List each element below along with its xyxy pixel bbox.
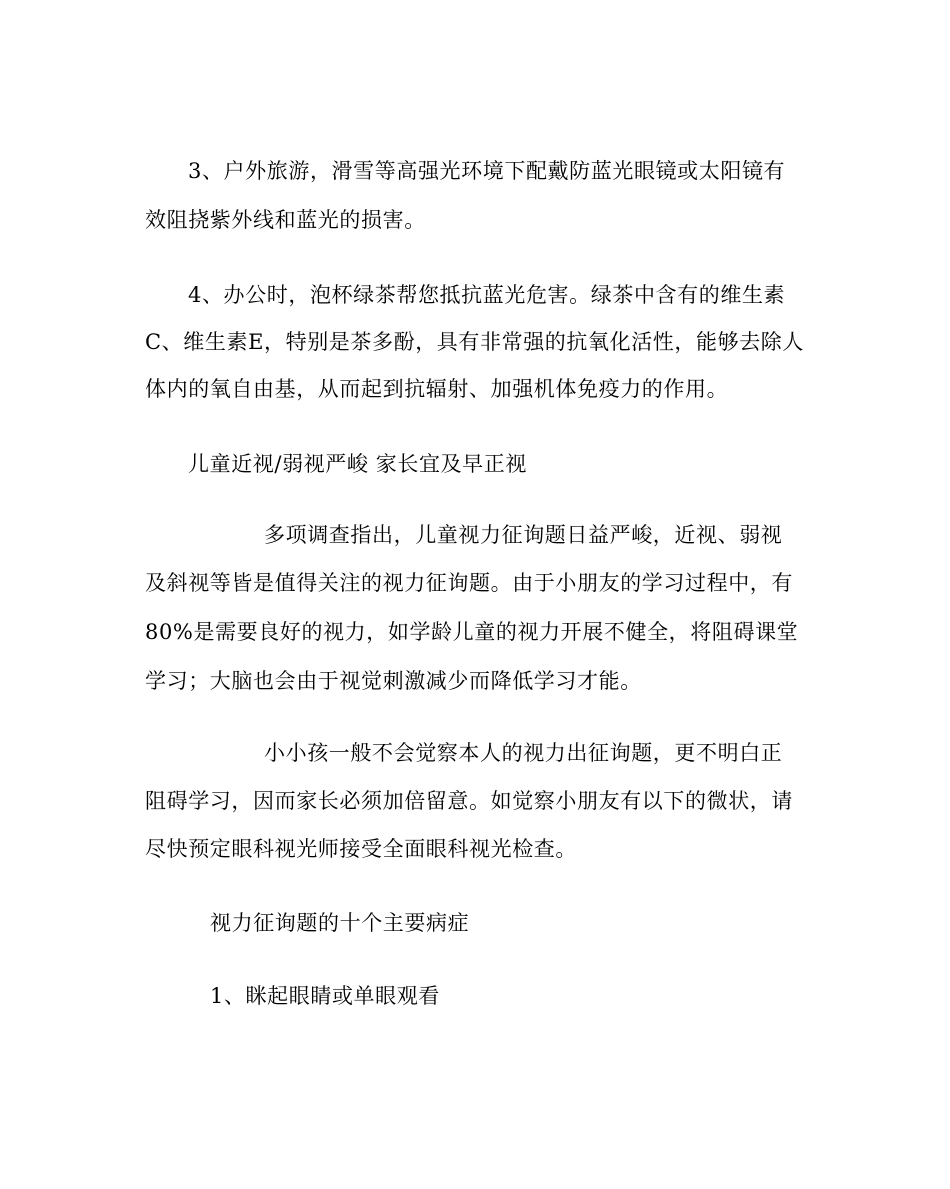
list-item-symptom-1: 1、眯起眼睛或单眼观看 (210, 984, 440, 1008)
text-line: 4、办公时，泡杯绿茶帮您抵抗蓝光危害。绿茶中含有的维生素 (188, 283, 786, 307)
section-heading-children-myopia: 儿童近视/弱视严峻 家长宜及早正视 (188, 452, 527, 476)
section-heading-ten-symptoms: 视力征询题的十个主要病症 (210, 911, 470, 935)
text-line: 3、户外旅游，滑雪等高强光环境下配戴防蓝光眼镜或太阳镜有 (188, 159, 786, 183)
text-line: C、维生素E，特别是茶多酚，具有非常强的抗氧化活性，能够去除人 (145, 330, 804, 354)
text-line: 小小孩一般不会觉察本人的视力出征询题，更不明白正 (264, 741, 783, 765)
text-line: 尽快预定眼科视光师接受全面眼科视光检查。 (145, 837, 577, 861)
text-line: 80%是需要良好的视力，如学龄儿童的视力开展不健全，将阻碍课堂 (145, 620, 799, 644)
text-line: 体内的氧自由基，从而起到抗辐射、加强机体免疫力的作用。 (145, 377, 729, 401)
text-line: 多项调查指出，儿童视力征询题日益严峻，近视、弱视 (264, 523, 783, 547)
text-line: 阻碍学习，因而家长必须加倍留意。如觉察小朋友有以下的微状，请 (145, 789, 793, 813)
text-line: 效阻挠紫外线和蓝光的损害。 (145, 208, 426, 232)
text-line: 及斜视等皆是值得关注的视力征询题。由于小朋友的学习过程中，有 (145, 571, 793, 595)
text-line: 学习；大脑也会由于视觉刺激减少而降低学习才能。 (145, 669, 642, 693)
